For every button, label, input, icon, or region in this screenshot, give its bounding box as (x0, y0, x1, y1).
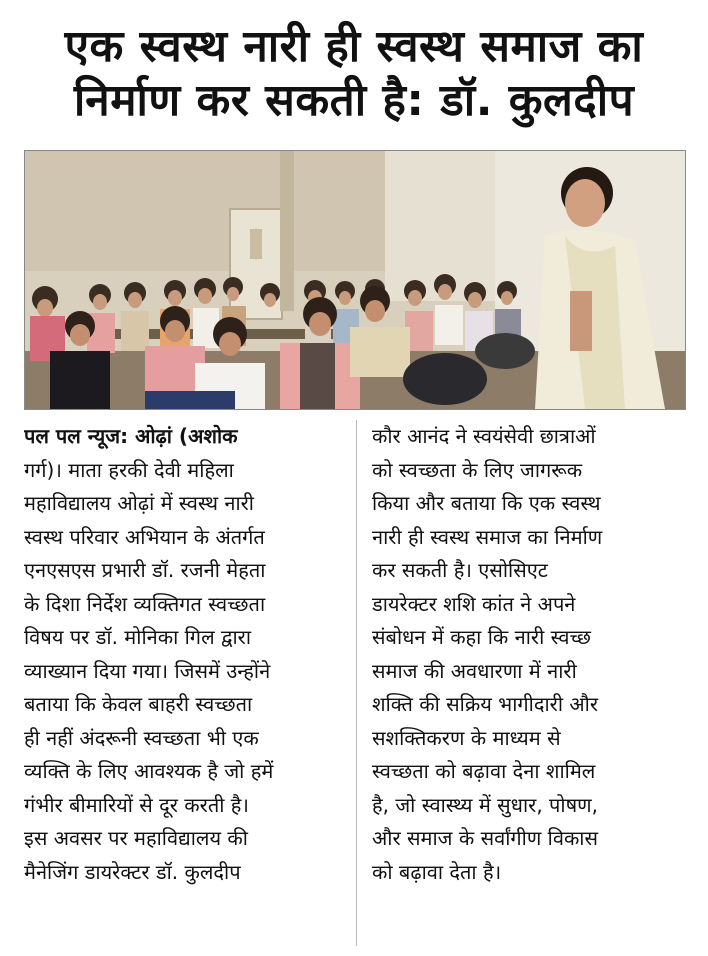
classroom-photo (24, 150, 686, 410)
article-line: डायरेक्टर शशि कांत ने अपने (372, 591, 576, 616)
article-line: है, जो स्वास्थ्य में सुधार, पोषण, (372, 792, 598, 817)
article-byline: पल पल न्यूज: ओढ़ां (अशोक (24, 424, 238, 448)
article-line: को स्वच्छता के लिए जागरूक (372, 457, 583, 482)
article-line: शक्ति की सक्रिय भागीदारी और (372, 692, 599, 716)
article-column-right (372, 420, 688, 889)
headline-line-2: निर्माण कर सकती है: डॉ. कुलदीप (73, 75, 635, 126)
article-line: कर सकती है। एसोसिएट (372, 558, 548, 582)
article-line: स्वस्थ परिवार अभियान के अंतर्गत (24, 524, 265, 549)
classroom-photo-icon (25, 151, 685, 409)
headline-line-1: एक स्वस्थ नारी ही स्वस्थ समाज का (64, 21, 644, 72)
article-line: ही नहीं अंदरूनी स्वच्छता भी एक (24, 725, 259, 750)
article-line: नारी ही स्वस्थ समाज का निर्माण (372, 524, 603, 549)
article-line: गंभीर बीमारियों से दूर करती है। (24, 792, 249, 817)
article-line: सशक्तिकरण के माध्यम से (372, 725, 561, 750)
article-line: व्यक्ति के लिए आवश्यक है जो हमें (24, 759, 274, 783)
article-line: इस अवसर पर महाविद्यालय की (24, 826, 248, 850)
article-line: संबोधन में कहा कि नारी स्वच्छ (372, 625, 591, 649)
article-line: समाज की अवधारणा में नारी (372, 658, 577, 683)
article-line: गर्ग)। माता हरकी देवी महिला (24, 457, 234, 482)
article-line: बताया कि केवल बाहरी स्वच्छता (24, 692, 253, 716)
article-line: स्वच्छता को बढ़ावा देना शामिल (372, 759, 596, 783)
article-line: मैनेजिंग डायरेक्टर डॉ. कुलदीप (24, 859, 241, 884)
article-line: को बढ़ावा देता है। (372, 859, 502, 884)
article-line: किया और बताया कि एक स्वस्थ (372, 491, 601, 515)
article-line: के दिशा निर्देश व्यक्तिगत स्वच्छता (24, 591, 266, 616)
article-line: व्याख्यान दिया गया। जिसमें उन्होंने (24, 658, 271, 683)
headline (14, 20, 694, 128)
article-column-left (24, 420, 340, 889)
article-line: और समाज के सर्वांगीण विकास (372, 826, 599, 850)
article-line: विषय पर डॉ. मोनिका गिल द्वारा (24, 625, 252, 649)
article-line: एनएसएस प्रभारी डॉ. रजनी मेहता (24, 558, 266, 582)
article-body (24, 420, 688, 950)
article-line: कौर आनंद ने स्वयंसेवी छात्राओं (372, 424, 596, 448)
column-divider (356, 420, 357, 946)
article-line: महाविद्यालय ओढ़ां में स्वस्थ नारी (24, 491, 254, 515)
